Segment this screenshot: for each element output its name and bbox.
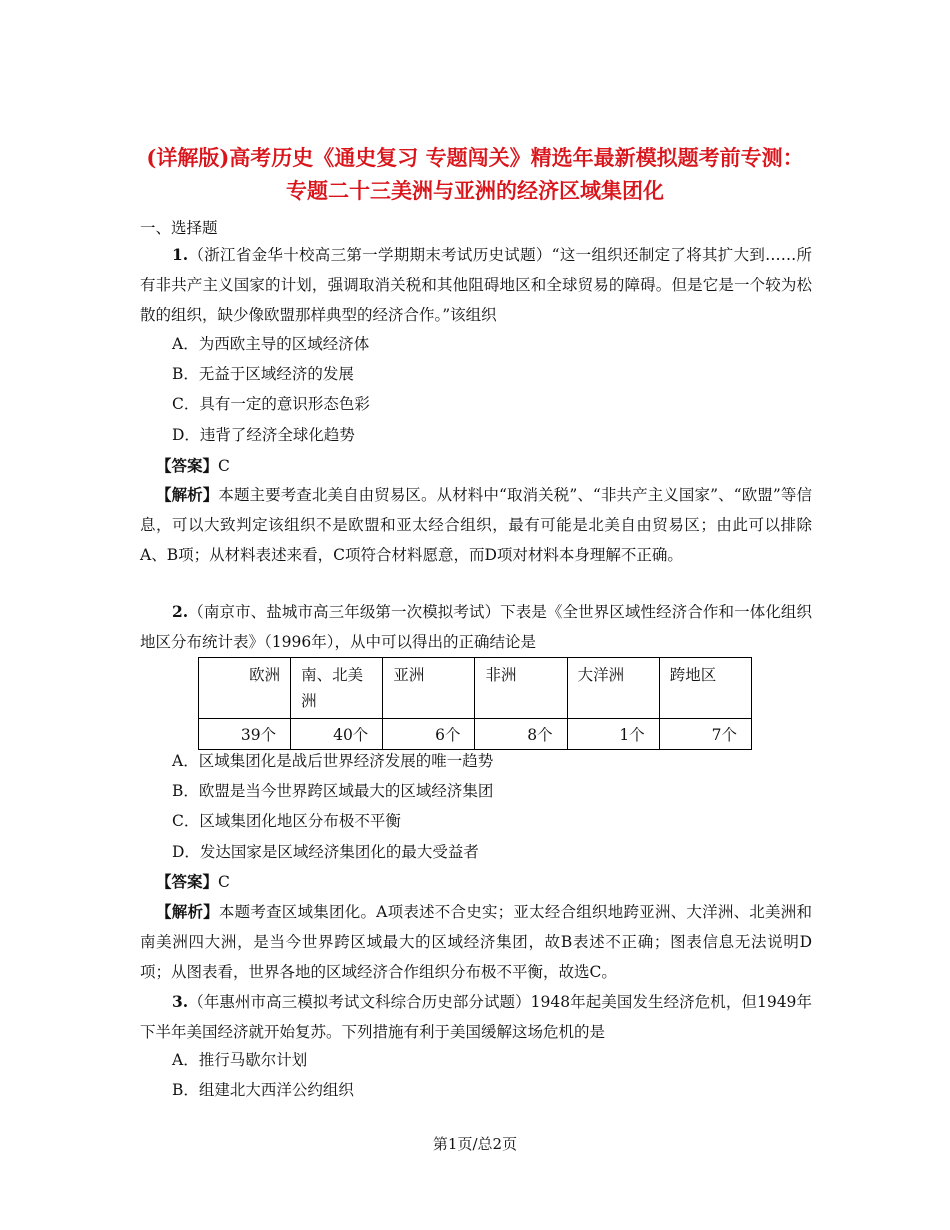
question-3-number: 3. bbox=[172, 992, 189, 1011]
table-value-cell: 8个 bbox=[475, 719, 567, 750]
question-2-answer bbox=[156, 871, 950, 893]
document-title-line-1: (详解版)高考历史《通史复习 专题闯关》精选年最新模拟题考前专测： bbox=[146, 145, 804, 170]
table-header-cell: 亚洲 bbox=[383, 658, 475, 719]
analysis-text: 本题考查区域集团化。A项表述不合史实；亚太经合组织地跨亚洲、大洋洲、北美洲和南美洲四大洲，是当今世界跨区域最大的区域经济集团，故B表述不正确；图表信息无法说明D项；从图表看，世界各地的区域经济合作组织分布极不平衡，故选C。 bbox=[140, 903, 812, 981]
answer-label: 【答案】 bbox=[156, 872, 219, 891]
question-2-stem-text: （南京市、盐城市高三年级第一次模拟考试）下表是《全世界区域性经济合作和一体化组织地区分布统计表》（1996年），从中可以得出的正确结论是 bbox=[140, 603, 812, 651]
table-header-cell: 非洲 bbox=[475, 658, 567, 719]
table-header-cell: 大洋洲 bbox=[567, 658, 659, 719]
question-2-option-c: C．区域集团化地区分布极不平衡 bbox=[172, 812, 401, 830]
section-heading: 一、选择题 bbox=[140, 219, 218, 237]
question-3-option-b: B．组建北大西洋公约组织 bbox=[172, 1081, 354, 1099]
question-2-stem bbox=[140, 597, 812, 657]
question-1-answer bbox=[156, 455, 950, 477]
page-footer: 第1页/总2页 bbox=[432, 1135, 518, 1153]
question-1-number: 1. bbox=[172, 245, 189, 264]
table-value-cell: 6个 bbox=[383, 719, 475, 750]
table-value-cell: 40个 bbox=[291, 719, 383, 750]
question-1-stem bbox=[140, 240, 812, 330]
table-header-cell: 南、北美洲 bbox=[291, 658, 383, 719]
table-header-cell: 跨地区 bbox=[659, 658, 751, 719]
table-header-cell: 欧洲 bbox=[199, 658, 291, 719]
question-3-option-a: A．推行马歇尔计划 bbox=[172, 1051, 308, 1069]
document-title-line-2: 专题二十三美洲与亚洲的经济区域集团化 bbox=[286, 178, 664, 203]
analysis-label: 【解析】 bbox=[156, 902, 219, 921]
question-1-stem-first: （浙江省金华十校高三第一学期期末考试历史试题）“这一组织还制定了将其扩大到… bbox=[188, 246, 781, 264]
answer-value: C bbox=[218, 873, 230, 891]
question-1-stem-rest: …所有非共产主义国家的计划，强调取消关税和其他阻碍地区和全球贸易的障碍。但是它是一个较为松散的组织，缺少像欧盟那样典型的经济合作。”该组织 bbox=[140, 246, 812, 324]
question-3-stem-text: （年惠州市高三模拟考试文科综合历史部分试题）1948年起美国发生经济危机，但1949年下半年美国经济就开始复苏。下列措施有利于美国缓解这场危机的是 bbox=[140, 993, 812, 1041]
question-2-number: 2. bbox=[172, 602, 189, 621]
question-1-option-d: D．违背了经济全球化趋势 bbox=[172, 426, 355, 444]
question-1-analysis bbox=[140, 480, 812, 570]
table-value-row bbox=[199, 719, 752, 750]
table-value-cell: 1个 bbox=[567, 719, 659, 750]
question-2-option-a: A．区域集团化是战后世界经济发展的唯一趋势 bbox=[172, 752, 494, 770]
question-2-option-d: D．发达国家是区域经济集团化的最大受益者 bbox=[172, 843, 479, 861]
question-1-option-a: A．为西欧主导的区域经济体 bbox=[172, 335, 370, 353]
answer-value: C bbox=[218, 457, 230, 475]
analysis-text: 本题主要考查北美自由贸易区。从材料中“取消关税”、“非共产主义国家”、“欧盟”等信息，可以大致判定该组织不是欧盟和亚太经合组织，最有可能是北美自由贸易区；由此可以排除A、B项；从材料表述来看，C项符合材料愿意，而D项对材料本身理解不正确。 bbox=[140, 486, 812, 564]
distribution-table bbox=[198, 657, 752, 750]
analysis-label: 【解析】 bbox=[156, 485, 219, 504]
question-1-option-c: C．具有一定的意识形态色彩 bbox=[172, 395, 370, 413]
answer-label: 【答案】 bbox=[156, 456, 219, 475]
question-2-analysis bbox=[140, 897, 812, 987]
question-2-option-b: B．欧盟是当今世界跨区域最大的区域经济集团 bbox=[172, 782, 494, 800]
table-header-row bbox=[199, 658, 752, 719]
table-value-cell: 39个 bbox=[199, 719, 291, 750]
question-3-stem bbox=[140, 987, 812, 1047]
question-1-option-b: B．无益于区域经济的发展 bbox=[172, 365, 354, 383]
table-value-cell: 7个 bbox=[659, 719, 751, 750]
